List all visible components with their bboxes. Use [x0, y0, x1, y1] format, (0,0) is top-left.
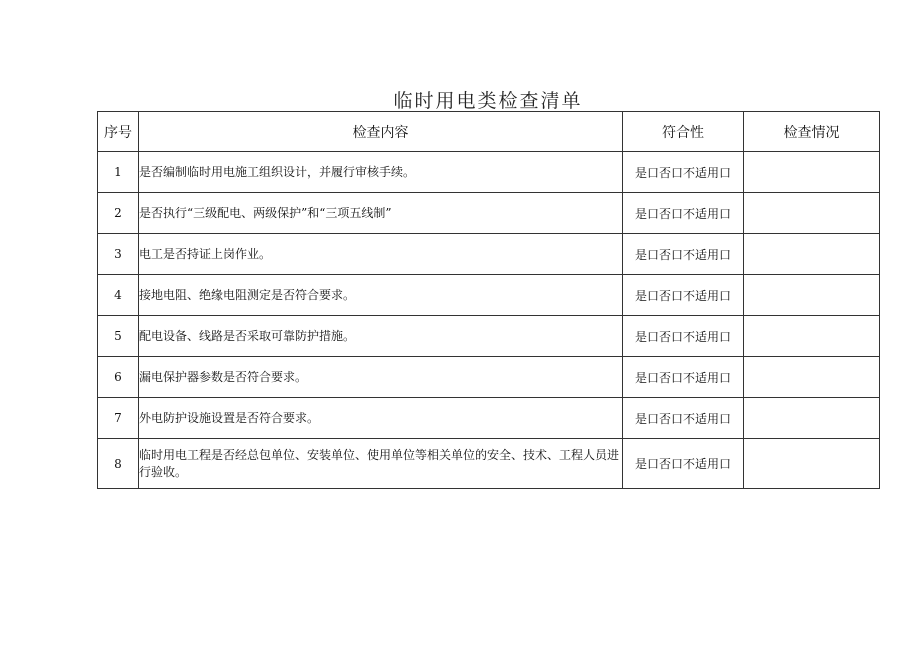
row-index: 5	[98, 316, 139, 357]
row-index: 3	[98, 234, 139, 275]
checklist-table	[97, 111, 880, 489]
header-content: 检查内容	[139, 112, 623, 152]
row-result[interactable]	[744, 316, 880, 357]
header-index: 序号	[98, 112, 139, 152]
row-compliance[interactable]: 是口否口不适用口	[623, 398, 744, 439]
row-content: 是否编制临时用电施工组织设计，并履行审核手续。	[139, 152, 623, 193]
table-row	[98, 234, 880, 275]
row-result[interactable]	[744, 398, 880, 439]
header-compliance: 符合性	[623, 112, 744, 152]
row-index: 8	[98, 439, 139, 489]
table-row	[98, 357, 880, 398]
row-content: 接地电阻、绝缘电阻测定是否符合要求。	[139, 275, 623, 316]
header-result: 检查情况	[744, 112, 880, 152]
row-compliance[interactable]: 是口否口不适用口	[623, 357, 744, 398]
table-row	[98, 398, 880, 439]
row-result[interactable]	[744, 439, 880, 489]
row-index: 2	[98, 193, 139, 234]
row-content: 配电设备、线路是否采取可靠防护措施。	[139, 316, 623, 357]
row-result[interactable]	[744, 234, 880, 275]
row-content: 是否执行“三级配电、两级保护”和“三项五线制”	[139, 193, 623, 234]
table-row	[98, 193, 880, 234]
row-index: 7	[98, 398, 139, 439]
row-result[interactable]	[744, 275, 880, 316]
row-content: 临时用电工程是否经总包单位、安装单位、使用单位等相关单位的安全、技术、工程人员进行验收。	[139, 439, 623, 489]
row-compliance[interactable]: 是口否口不适用口	[623, 193, 744, 234]
row-content: 外电防护设施设置是否符合要求。	[139, 398, 623, 439]
table-row	[98, 275, 880, 316]
row-compliance[interactable]: 是口否口不适用口	[623, 234, 744, 275]
table-row	[98, 316, 880, 357]
row-result[interactable]	[744, 357, 880, 398]
table-row	[98, 152, 880, 193]
row-compliance[interactable]: 是口否口不适用口	[623, 316, 744, 357]
row-index: 4	[98, 275, 139, 316]
header-row	[98, 112, 880, 152]
row-compliance[interactable]: 是口否口不适用口	[623, 439, 744, 489]
row-result[interactable]	[744, 152, 880, 193]
row-index: 6	[98, 357, 139, 398]
row-compliance[interactable]: 是口否口不适用口	[623, 275, 744, 316]
row-result[interactable]	[744, 193, 880, 234]
row-index: 1	[98, 152, 139, 193]
row-compliance[interactable]: 是口否口不适用口	[623, 152, 744, 193]
table-row	[98, 439, 880, 489]
row-content: 电工是否持证上岗作业。	[139, 234, 623, 275]
page-title: 临时用电类检查清单	[393, 90, 583, 112]
row-content: 漏电保护器参数是否符合要求。	[139, 357, 623, 398]
